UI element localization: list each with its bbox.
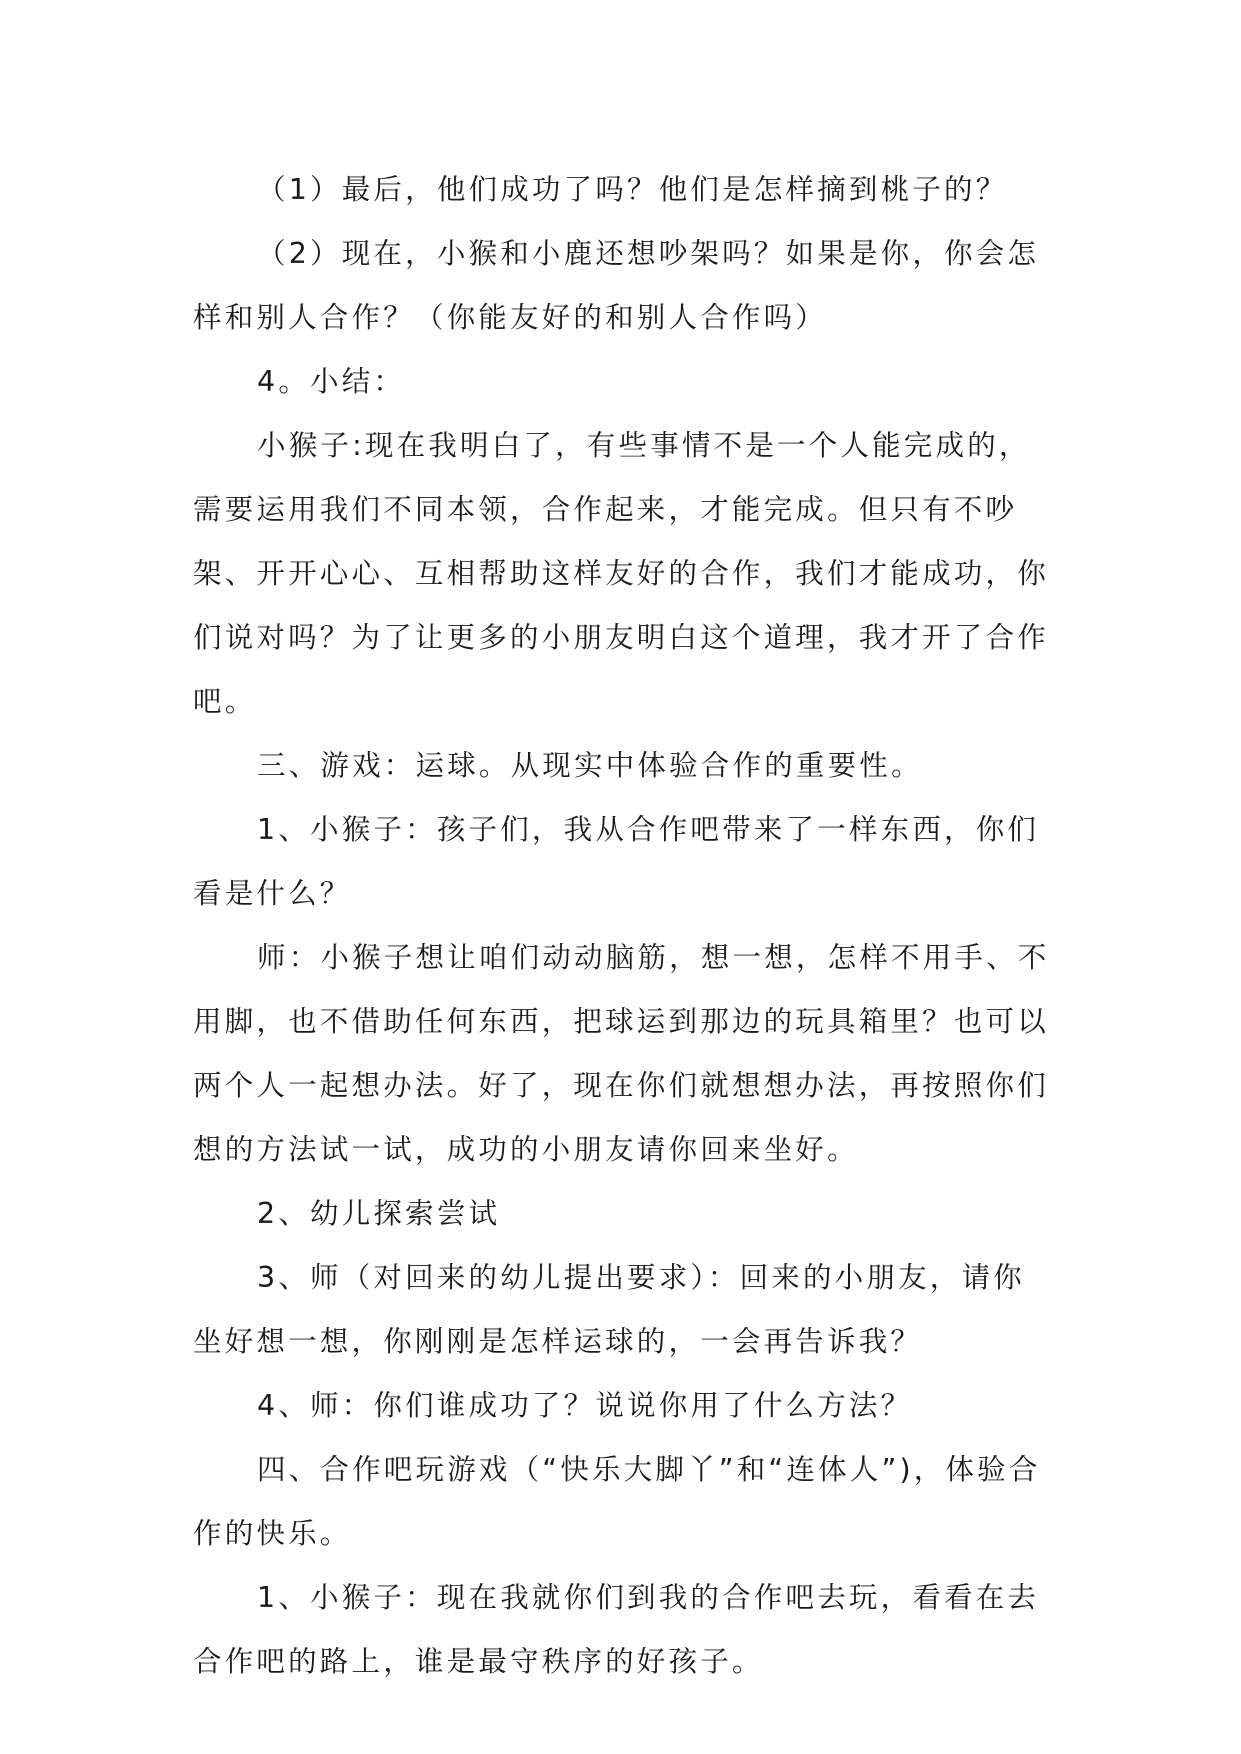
section-heading: 三、游戏：运球。从现实中体验合作的重要性。 [257,749,923,782]
paragraph: 4、师：你们谁成功了？说说你用了什么方法？ [257,1389,913,1422]
paragraph: 4。小结： [257,365,406,398]
paragraph: 师：小猴子想让咱们动动脑筋，想一想，怎样不用手、不用脚，也不借助任何东西，把球运到那边的玩具箱里？也可以两个人一起想办法。好了，现在你们就想想办法，再按照你们想的方法试一试，成功的小朋友请你回来坐好。 [193,941,1050,1166]
paragraph: 3、师（对回来的幼儿提出要求）：回来的小朋友，请你坐好想一想，你刚刚是怎样运球的，一会再告诉我？ [193,1261,1025,1358]
paragraph: 小猴子:现在我明白了，有些事情不是一个人能完成的，需要运用我们不同本领，合作起来，才能完成。但只有不吵架、开开心心、互相帮助这样友好的合作，我们才能成功，你们说对吗？为了让更多的小朋友明白这个道理，我才开了合作吧。 [193,429,1049,718]
paragraph: （2）现在，小猴和小鹿还想吵架吗？如果是你，你会怎样和别人合作？（你能友好的和别人合作吗） [193,237,1040,334]
paragraph: 1、小猴子：现在我就你们到我的合作吧去玩，看看在去合作吧的路上，谁是最守秩序的好孩子。 [193,1581,1040,1678]
section-heading: 四、合作吧玩游戏（“快乐大脚丫”和“连体人”)，体验合作的快乐。 [193,1453,1041,1550]
paragraph: 2、幼儿探索尝试 [257,1197,501,1230]
document-body [193,158,1053,1694]
paragraph: （1）最后，他们成功了吗？他们是怎样摘到桃子的？ [257,173,1008,206]
paragraph: 1、小猴子：孩子们，我从合作吧带来了一样东西，你们看是什么？ [193,813,1040,910]
